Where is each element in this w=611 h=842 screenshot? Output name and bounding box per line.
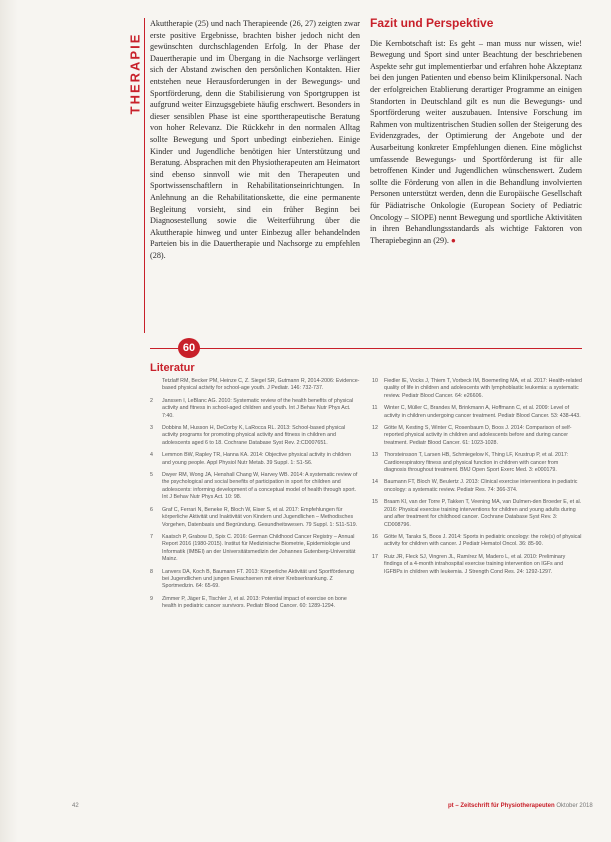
reference-text: Janssen I, LeBlanc AG. 2010: Systematic review of the health benefits of physical activity and fitness in school-aged children and youth. Int J Behav Nutr Phys Act. 7:40. [162, 397, 354, 419]
reference-number: 15 [372, 499, 378, 506]
references-right [372, 378, 582, 581]
reference-number [150, 378, 162, 393]
reference-item [150, 425, 360, 447]
left-column-paragraph: Akuttherapie (25) und nach Therapieende (26, 27) zeigten zwar erste positive Ergebnisse, brachten bisher jedoch nicht den gewünschten durchschlagenden Erfolg. In der Phase der Dauertherapie und im Übergang in die Nachsorge verlängert sich der Abstand zwischen den persönlichen Kontakten. Hier entstehen neue Herausforderungen in der Bewegungs- und Sportförderung, denn die Stabilisierung von Sportgruppen ist aufgrund weiter Einzugsgebiete häufig erschwert. Besonders in dieser sensiblen Phase ist eine sporttherapeutische Beratung von hoher Relevanz. Die Rückkehr in den normalen Alltag sollte Bewegung und Sport unbedingt einbeziehen. Einige Kinder und Jugendliche benötigen hier Unterstützung und Beratung. Absprachen mit den Physiotherapeuten am Heimatort sind ebenso sinnvoll wie mit den Therapeuten und Sportwissenschaftlern in Rehabilitationseinrichtungen. In Anlehnung an die Rehabilitationskette, die eine permanente Begleitung vorsieht, sind ein früher Beginn bei Diagnosestellung sowie die Weiterführung über die Akuttherapie hinweg und unter Einbezug aller behandelnden Parteien bis in die Dauertherapie und Nachsorge zu empfehlen (28). [150, 19, 360, 260]
section-tab [126, 18, 144, 128]
reference-item [150, 534, 360, 564]
reference-item [150, 472, 360, 502]
conclusion-text: Die Kernbotschaft ist: Es geht – man muss nur wissen, wie! Bewegung und Sport sind unter Beachtung der beschriebenen Aspekte sehr gut implementierbar und erfahren hohe Akzeptanz bei den jungen Patienten und ebenso beim Klinikpersonal. Nach der erfolgreichen Etablierung derartiger Programme an einigen Standorten in Deutschland gilt es nun die Bewegungs- und Sportförderung weiter auszubauen. Intensive Forschung im Rahmen von multizentrischen Studien sollen der Steigerung des Evidenzgrades, der Optimierung der Angebote und der Ausarbeitung konkreter Empfehlungen dienen. Eine möglichst umfassende Bewegungs- und Sportförderung ist für alle betroffenen Kinder und Jugendlichen wünschenswert. Zudem sollte die Förderung von allen in die Behandlung involvierten Personen unterstützt werden, denn die Europäische Gesellschaft für Pädiatrische Onkologie (European Society of Pediatric Oncology – SIOPE) nennt Bewegung und sportliche Aktivitäten in ihren Behandlungsstandards als wichtige Faktoren von Therapiebeginn an (29). [370, 38, 582, 245]
reference-text: Götte M, Taraks S, Boos J. 2014: Sports in pediatric oncology: the role(s) of physical activity for children with cancer. J Pediatr Hematol Oncol. 36: 85-90. [384, 533, 582, 548]
reference-number: 7 [150, 533, 153, 540]
reference-item [150, 452, 360, 467]
reference-number: 9 [150, 595, 153, 602]
reference-number: 12 [372, 425, 378, 432]
reference-number: 10 [372, 378, 378, 384]
reference-text: Dobbins M, Husson H, DeCorby K, LaRocca RL. 2013: School-based physical activity programs for promoting physical activity and fitness in children and adolescents aged 6 to 18. Cochrane Database Syst Rev. 2:CD007651. [162, 425, 346, 446]
left-text-column [150, 18, 360, 261]
reference-item [150, 398, 360, 420]
page-number: 42 [72, 803, 79, 809]
reference-number: 3 [150, 425, 153, 432]
reference-text: Baumann FT, Bloch W, Beulertz J. 2013: Clinical exercise interventions in pediatric oncology: a systematic review. Pediatr Res. 74: 366-374. [384, 479, 578, 493]
reference-item [372, 534, 582, 549]
reference-number: 5 [150, 472, 153, 479]
reference-text: Zimmer P, Jäger E, Tischler J, et al. 2013: Potential impact of exercise on bone health in pediatric cancer survivors. Pediatr Blood Cancer. 60: 1289-1294. [162, 595, 347, 610]
reference-text: Graf C, Ferrari N, Beneke R, Bloch W, Eiser S, et al. 2017: Empfehlungen für körperliche Aktivität und Inaktivität von Kindern und Jugendlichen – Methodisches Vorgehen, Datenbasis und Begründung. Gesundheitswesen. 79 Suppl. 1: S11-S19. [162, 506, 358, 528]
reference-number: 4 [150, 452, 153, 459]
section-divider [144, 18, 145, 333]
reference-text: Braam KI, van der Torre P, Takken T, Veening MA, van Dulmen-den Broeder E, et al. 2016: Physical exercise training interventions for children and young adults during and after treatment for childhood cancer. Cochrane Database Syst Rev. 3: CD008796. [384, 499, 582, 528]
reference-item [372, 554, 582, 576]
reference-text: Thorsteinsson T, Larsen HB, Schmiegelow K, Thing LF, Krustrup P, et al. 2017: Cardiorespiratory fitness and physical function in children with cancer from diagnosis throughout treatment. BMJ Open Sport Exerc Med. 3: e000179. [384, 452, 569, 474]
reference-text: Winter C, Müller C, Brandes M, Brinkmann A, Hoffmann C, et al. 2009: Level of activity in children undergoing cancer treatment. Pediatr Blood Cancer. 53: 438-443. [384, 405, 581, 419]
conclusion-heading: Fazit und Perspektive [370, 16, 494, 30]
reference-text: Götte M, Kesting S, Winter C, Rosenbaum D, Boos J. 2014: Comparison of self-reported physical activity in children and adolescents before and during cancer treatment. Pediatr Blood Cancer. 61: 1023-1028. [384, 425, 572, 446]
reference-text: Ruiz JR, Fleck SJ, Vingren JL, Ramírez M, Madero L, et al. 2010: Preliminary findings of a 4-month intrahospital exercise training intervention on IGFs and IGFBPs in children with leukemia. J Strength Cond Res. 24: 1292-1297. [384, 553, 566, 575]
reference-item [150, 569, 360, 591]
reference-number: 14 [372, 479, 378, 486]
journal-footer [448, 803, 593, 809]
reference-number: 17 [372, 553, 378, 560]
right-text-column [370, 18, 582, 246]
reference-text: Tetzlaff RM, Becker PM, Heinze C, Z. Siegel SR, Gutmann R, 2014-2006: Evidence-based physical activity for school-age youth. J Pediatr. 146: 732-737. [162, 378, 360, 392]
reference-item [150, 596, 360, 611]
reference-text: Fiedler IE, Vocks J, Thiem T, Vorbeck IM, Boemerling MA, et al. 2017: Health-related quality of life in children and adolescents with lymphoblastic leukemia: a systematic review. Pediatr Blood Cancer. 64: e26606. [384, 378, 582, 399]
reference-item [372, 452, 582, 474]
journal-issue: Oktober 2018 [556, 803, 593, 809]
reference-number: 8 [150, 568, 153, 575]
reference-number: 16 [372, 533, 378, 540]
literature-divider [150, 348, 582, 349]
reference-text: Lanvers DA, Koch B, Baumann FT. 2013: Körperliche Aktivität und Sportförderung bei Jugendlichen und jungen Erwachsenen mit einer Krebserkrankung. Z Sportmedizin. 64: 65-69. [162, 568, 354, 590]
reference-item [372, 405, 582, 420]
literature-heading: Literatur [150, 362, 195, 374]
reference-item [150, 507, 360, 529]
conclusion-paragraph [370, 38, 582, 247]
reference-number: 13 [372, 452, 378, 459]
reference-item [372, 499, 582, 529]
reference-text: Lemmon BW, Rapley TR, Hanna KA. 2014: Objective physical activity in children and young people. Appl Physiol Nutr Metab. 39 Suppl. 1: S1-S6. [162, 452, 351, 466]
reference-number: 11 [372, 405, 378, 412]
end-mark-icon: ● [450, 235, 456, 245]
literature-badge: 60 [178, 338, 200, 358]
reference-text: Kaatsch P, Grabow D, Spix C. 2016: German Childhood Cancer Registry – Annual Report 2016 (1980-2015). Institut für Medizinische Biometrie, Epidemiologie und Informatik (IMBEI) an der Universitätsmedizin der Johannes Gutenberg-Universität Mainz. [162, 533, 356, 563]
section-tab-label: THERAPIE [127, 32, 143, 114]
reference-number: 2 [150, 397, 153, 404]
reference-item [372, 378, 582, 400]
reference-text: Dwyer RM, Wong JA, Henshall Chang W, Harvey WB. 2014: A systematic review of the psychological and social benefits of participation in sport for children and adolescents: informing development of a conceptual model of health through sport. Int J Behav Nutr Phys Act. 10: 98. [162, 472, 358, 501]
reference-item [150, 378, 360, 393]
reference-item [372, 479, 582, 494]
references-left [150, 378, 360, 616]
reference-item [372, 425, 582, 447]
journal-name: pt – Zeitschrift für Physiotherapeuten [448, 803, 555, 809]
reference-number: 6 [150, 506, 153, 513]
